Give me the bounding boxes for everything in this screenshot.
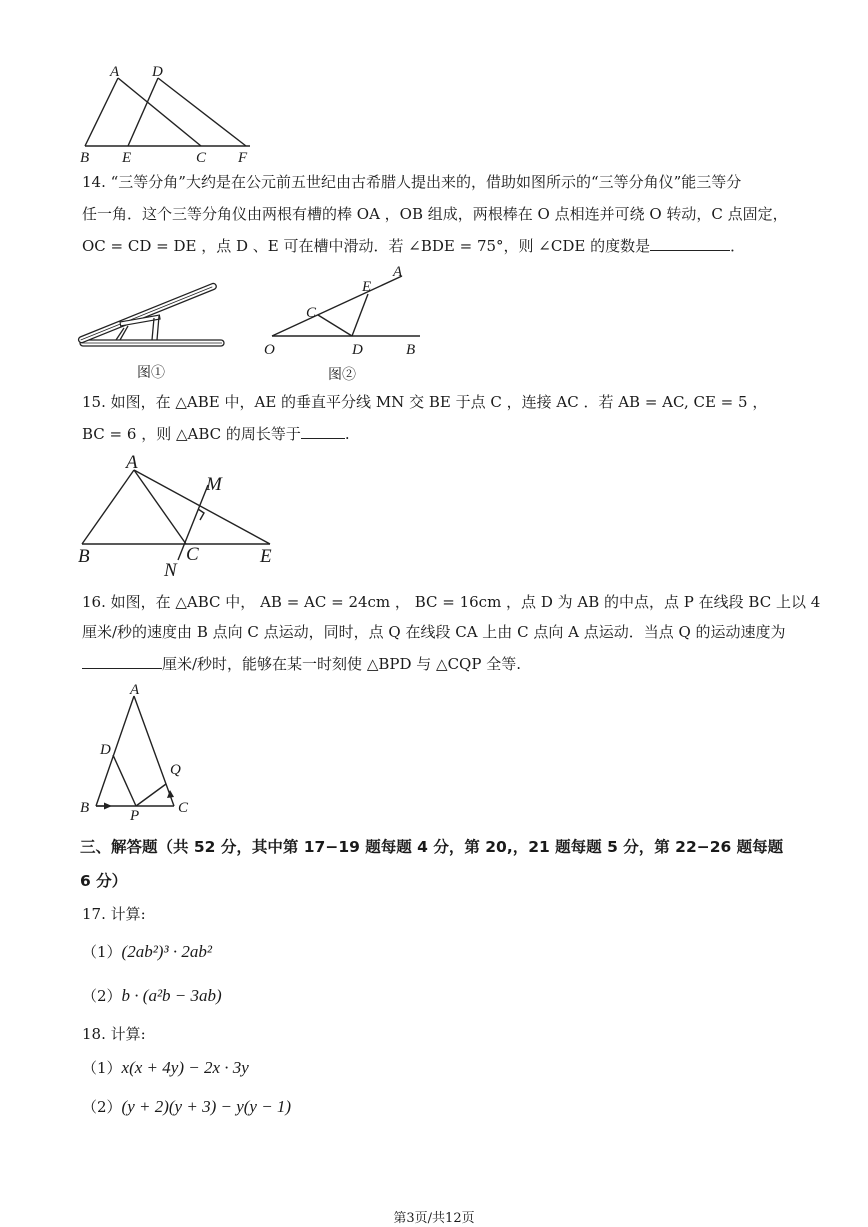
label-D: D	[152, 64, 163, 80]
label-D: D	[352, 342, 363, 358]
q16-answer-blank[interactable]	[82, 654, 162, 669]
q17-part2-expr: b · (a²b − 3ab)	[121, 986, 222, 1005]
q16-line1: 16. 如图，在 △ABC 中， AB = AC = 24cm ， BC = 16cm ，点 D 为 AB 的中点，点 P 在线段 BC 上以 4	[82, 593, 821, 611]
q16-line3	[82, 654, 521, 674]
q14-line3-text: OC = CD = DE ，点 D 、E 可在槽中滑动．若 ∠BDE = 75°，则 ∠CDE 的度数是	[82, 237, 651, 255]
q17-part2-no: （2）	[82, 987, 122, 1005]
label-C: C	[196, 150, 207, 166]
figure-q14-device	[74, 276, 234, 386]
q15-line2	[82, 424, 350, 444]
q18-part2-expr: (y + 2)(y + 3) − y(y − 1)	[121, 1097, 292, 1116]
q18-part1	[82, 1058, 249, 1078]
label-F: F	[238, 150, 248, 166]
figure-q13	[70, 60, 270, 170]
q17-part1-no: （1）	[82, 943, 122, 961]
section3-heading-line1: 三、解答题（共 52 分，其中第 17−19 题每题 4 分，第 20,，21 题每题 5 分，第 22−26 题每题	[80, 838, 784, 856]
q17-part1	[82, 942, 212, 962]
label-B: B	[80, 800, 90, 816]
section3-heading-line2: 6 分）	[80, 872, 128, 890]
label-A: A	[110, 64, 120, 80]
label-B: B	[78, 546, 90, 567]
label-C: C	[306, 305, 317, 321]
q18-part2-no: （2）	[82, 1098, 122, 1116]
label-E: E	[122, 150, 132, 166]
q17-part1-expr: (2ab²)³ · 2ab²	[121, 942, 212, 961]
label-C: C	[178, 800, 189, 816]
page-footer: 第3页/共12页	[393, 1211, 475, 1226]
label-C: C	[186, 544, 199, 565]
q17-part2	[82, 986, 222, 1006]
q15-line2-end: .	[344, 425, 350, 443]
q18-part1-no: （1）	[82, 1059, 122, 1077]
q15-line1: 15. 如图，在 △ABE 中，AE 的垂直平分线 MN 交 BE 于点 C ，连接 AC ．若 AB = AC, CE = 5 ，	[82, 393, 768, 411]
figure-q15	[70, 452, 290, 582]
q17-title: 17. 计算:	[82, 905, 146, 923]
label-E: E	[362, 279, 372, 295]
q14-line3-end: ．	[730, 237, 746, 255]
label-B: B	[406, 342, 416, 358]
caption-fig2: 图②	[328, 368, 356, 383]
label-A: A	[126, 452, 138, 473]
figure-q14-diagram	[256, 262, 436, 386]
q18-part1-expr: x(x + 4y) − 2x · 3y	[121, 1058, 249, 1077]
label-O: O	[264, 342, 275, 358]
q14-line3	[82, 236, 745, 256]
q15-answer-blank[interactable]	[301, 424, 345, 439]
label-D: D	[100, 742, 111, 758]
label-N: N	[164, 560, 177, 581]
label-B: B	[80, 150, 90, 166]
q14-line1: 14. “三等分角”大约是在公元前五世纪由古希腊人提出来的，借助如图所示的“三等分角仪”能三等分	[82, 173, 742, 191]
label-M: M	[206, 474, 222, 495]
q14-line2: 任一角．这个三等分角仪由两根有槽的棒 OA ，OB 组成，两根棒在 O 点相连并可绕 O 转动，C 点固定，	[82, 205, 788, 223]
figure-q16	[74, 680, 204, 824]
q15-line2-text: BC = 6 ，则 △ABC 的周长等于	[82, 425, 301, 443]
label-A: A	[130, 682, 140, 698]
label-A: A	[393, 264, 403, 280]
label-P: P	[130, 808, 140, 824]
q18-title: 18. 计算:	[82, 1025, 146, 1043]
q14-answer-blank[interactable]	[650, 236, 730, 251]
q16-line2: 厘米/秒的速度由 B 点向 C 点运动，同时，点 Q 在线段 CA 上由 C 点向 A 点运动．当点 Q 的运动速度为	[82, 623, 786, 641]
caption-fig1: 图①	[137, 366, 165, 381]
label-Q: Q	[170, 762, 181, 778]
label-E: E	[260, 546, 272, 567]
q18-part2	[82, 1097, 291, 1117]
q16-line3-text: 厘米/秒时，能够在某一时刻使 △BPD 与 △CQP 全等.	[162, 655, 521, 673]
